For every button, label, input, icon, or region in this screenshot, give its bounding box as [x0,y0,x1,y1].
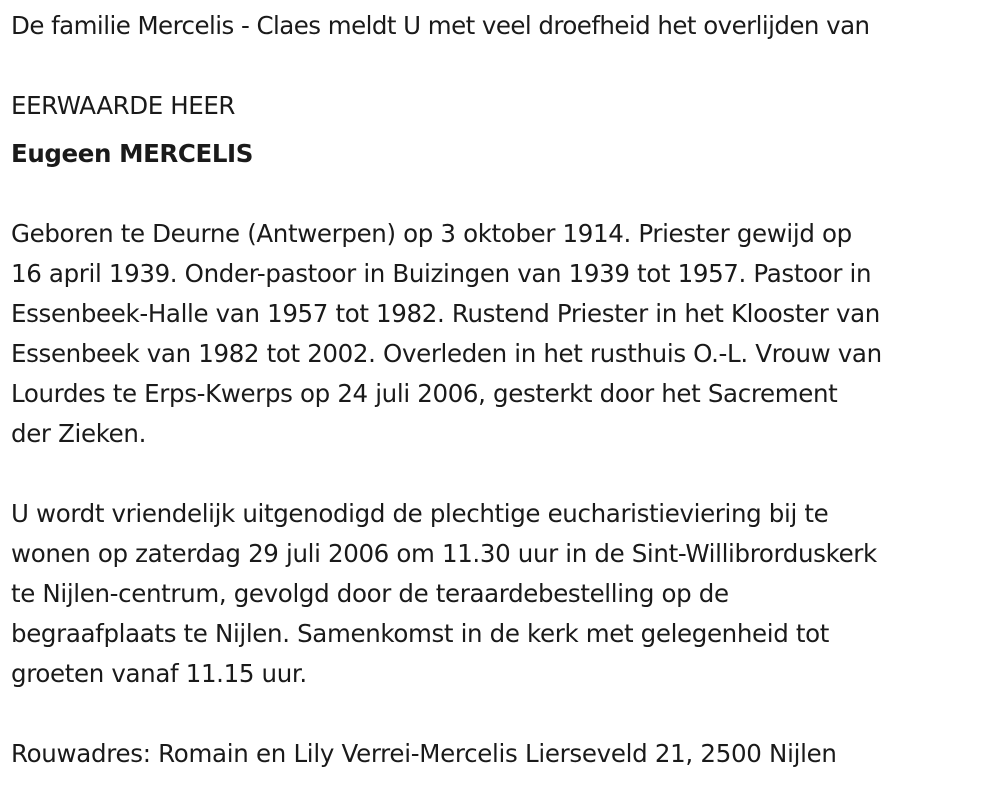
invitation-line: groeten vanaf 11.15 uur. [11,659,307,688]
mourning-address: Rouwadres: Romain en Lily Verrei-Mercelis Lierseveld 21, 2500 Nijlen [11,739,837,768]
biography-line: 16 april 1939. Onder-pastoor in Buizingen van 1939 tot 1957. Pastoor in [11,259,872,288]
invitation-paragraph [11,494,996,694]
biography-line: Lourdes te Erps-Kwerps op 24 juli 2006, gesterkt door het Sacrement [11,379,838,408]
invitation-line: U wordt vriendelijk uitgenodigd de plechtige eucharistieviering bij te [11,499,829,528]
biography-line: Essenbeek-Halle van 1957 tot 1982. Rustend Priester in het Klooster van [11,299,880,328]
obituary-notice [11,0,996,774]
invitation-line: te Nijlen-centrum, gevolgd door de teraardebestelling op de [11,579,729,608]
deceased-name: Eugeen MERCELIS [11,139,253,168]
biography-line: Essenbeek van 1982 tot 2002. Overleden in het rusthuis O.-L. Vrouw van [11,339,882,368]
invitation-line: begraafplaats te Nijlen. Samenkomst in de kerk met gelegenheid tot [11,619,830,648]
biography-line: der Zieken. [11,419,147,448]
biography-paragraph [11,214,996,454]
intro-text: De familie Mercelis - Claes meldt U met veel droefheid het overlijden van [11,11,870,40]
invitation-line: wonen op zaterdag 29 juli 2006 om 11.30 uur in de Sint-Willibrorduskerk [11,539,877,568]
honorific-title: EERWAARDE HEER [11,91,236,120]
biography-line: Geboren te Deurne (Antwerpen) op 3 oktober 1914. Priester gewijd op [11,219,852,248]
